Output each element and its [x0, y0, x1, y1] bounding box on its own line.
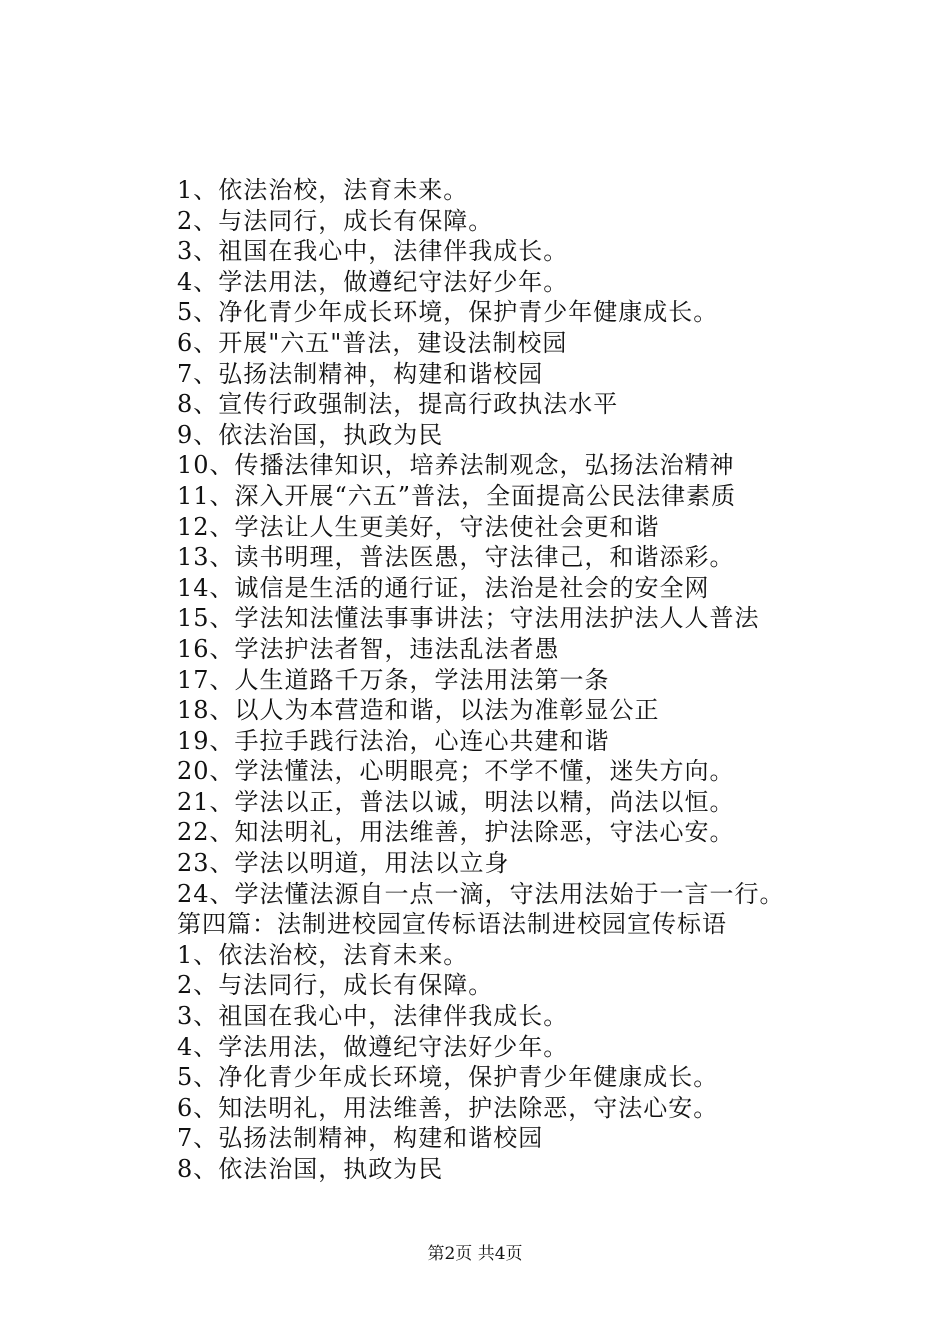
text-line: 20、学法懂法，心明眼亮；不学不懂，迷失方向。: [177, 757, 735, 786]
text-line: 8、宣传行政强制法，提高行政执法水平: [177, 390, 619, 419]
text-line: 7、弘扬法制精神，构建和谐校园: [177, 359, 544, 388]
text-line: 22、知法明礼，用法维善，护法除恶，守法心安。: [177, 818, 735, 847]
text-line: 8、依法治国，执政为民: [177, 1155, 444, 1183]
text-line: 21、学法以正，普法以诚，明法以精，尚法以恒。: [177, 787, 735, 816]
text-line: 11、深入开展“六五”普法，全面提高公民法律素质: [177, 481, 737, 510]
text-line: 5、净化青少年成长环境，保护青少年健康成长。: [177, 298, 719, 327]
text-line: 13、读书明理，普法医愚，守法律己，和谐添彩。: [177, 543, 735, 572]
text-line: 12、学法让人生更美好，守法使社会更和谐: [177, 512, 660, 541]
text-line: 3、祖国在我心中，法律伴我成长。: [177, 237, 569, 266]
text-line: 23、学法以明道，用法以立身: [177, 849, 510, 878]
text-line: 4、学法用法，做遵纪守法好少年。: [177, 1032, 569, 1061]
text-line: 18、以人为本营造和谐，以法为准彰显公正: [177, 696, 660, 725]
text-line: 19、手拉手践行法治，心连心共建和谐: [177, 726, 610, 755]
text-line: 1、依法治校，法育未来。: [177, 176, 469, 204]
text-line: 24、学法懂法源自一点一滴，守法用法始于一言一行。: [177, 879, 785, 908]
text-line: 10、传播法律知识，培养法制观念，弘扬法治精神: [177, 451, 735, 480]
text-line: 14、诚信是生活的通行证，法治是社会的安全网: [177, 573, 710, 602]
document-body: [177, 175, 877, 1185]
text-line: 3、祖国在我心中，法律伴我成长。: [177, 1002, 569, 1031]
text-line: 17、人生道路千万条，学法用法第一条: [177, 665, 610, 694]
section-heading: 第四篇：法制进校园宣传标语法制进校园宣传标语: [177, 910, 727, 939]
page-number-footer: 第2页 共4页: [427, 1244, 523, 1264]
text-line: 2、与法同行，成长有保障。: [177, 971, 494, 1000]
text-line: 5、净化青少年成长环境，保护青少年健康成长。: [177, 1063, 719, 1092]
text-line: 15、学法知法懂法事事讲法；守法用法护法人人普法: [177, 604, 760, 633]
text-line: 6、知法明礼，用法维善，护法除恶，守法心安。: [177, 1093, 719, 1122]
text-line: 7、弘扬法制精神，构建和谐校园: [177, 1124, 544, 1153]
text-line: 1、依法治校，法育未来。: [177, 940, 469, 969]
text-line: 2、与法同行，成长有保障。: [177, 206, 494, 235]
text-line: 16、学法护法者智，违法乱法者愚: [177, 634, 560, 663]
text-line: 6、开展"六五"普法，建设法制校园: [177, 328, 568, 357]
text-line: 9、依法治国，执政为民: [177, 420, 444, 449]
text-line: 4、学法用法，做遵纪守法好少年。: [177, 267, 569, 296]
